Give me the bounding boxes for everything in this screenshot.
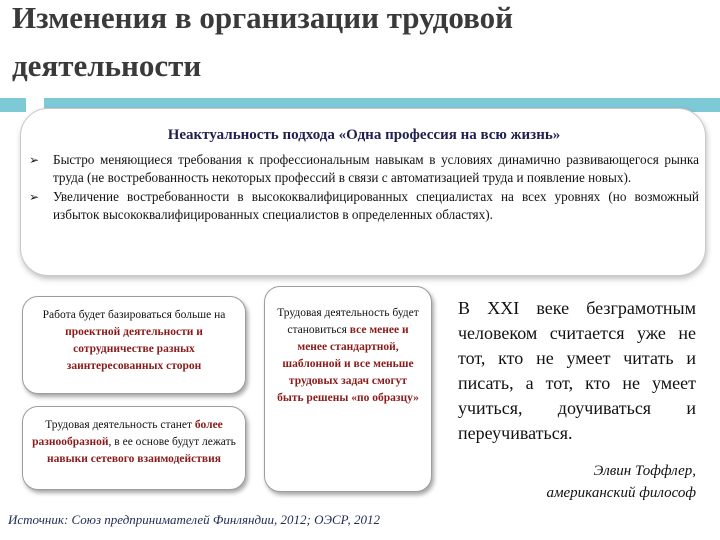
- author-name: Элвин Тоффлер,: [593, 463, 696, 479]
- quote-text: В XXI веке безграмотным человеком считается уже не тот, кто не умеет читать и писать, а тот, кто не умеет учиться, доучиваться и переучиваться.: [458, 298, 696, 443]
- info-bubble: [20, 108, 706, 276]
- standardization-box: [264, 286, 432, 492]
- page-title: [12, 0, 712, 90]
- author-role: американский философ: [546, 485, 696, 501]
- project-work-box: [22, 296, 246, 394]
- box-highlight: навыки сетевого взаимодействия: [47, 453, 221, 465]
- box-highlight: более разнообразной: [32, 419, 223, 448]
- page-title-line-1: Изменения в организации трудовой: [12, 0, 513, 35]
- box-text: Работа будет базироваться больше на: [42, 309, 226, 321]
- bullet-item: ➢ Увеличение востребованности в высококвалифицированных специалистах на всех уровнях (но возможный избыток высококвалифицированных специалистов в определенных областях).: [27, 188, 699, 224]
- quote-author: [470, 460, 696, 504]
- source-note: Источник: Союз предпринимателей Финляндии, 2012; ОЭСР, 2012: [8, 512, 380, 527]
- box-text: Трудовая деятельность станет: [45, 419, 195, 431]
- box-highlight: проектной деятельности и сотрудничестве разных заинтересованных сторон: [65, 326, 203, 372]
- bullet-item: ➢ Быстро меняющиеся требования к профессиональным навыкам в условиях динамично развивающегося рынка труда (не востребованность некоторых профессий в связи с автоматизацией труда и появление новых).: [27, 151, 699, 187]
- box-text: , в ее основе будут лежать: [108, 436, 236, 448]
- box-text: Трудовая деятельность будет становиться: [277, 307, 419, 336]
- box-highlight: все менее и менее стандартной, шаблонной и все меньше трудовых задач смогут быть решены «по образцу»: [277, 324, 419, 404]
- diversity-box: [22, 406, 246, 490]
- bubble-heading: Неактуальность подхода «Одна профессия на всю жизнь»: [167, 127, 561, 143]
- bullet-list: [27, 151, 699, 225]
- page-title-line-2: деятельности: [12, 48, 202, 83]
